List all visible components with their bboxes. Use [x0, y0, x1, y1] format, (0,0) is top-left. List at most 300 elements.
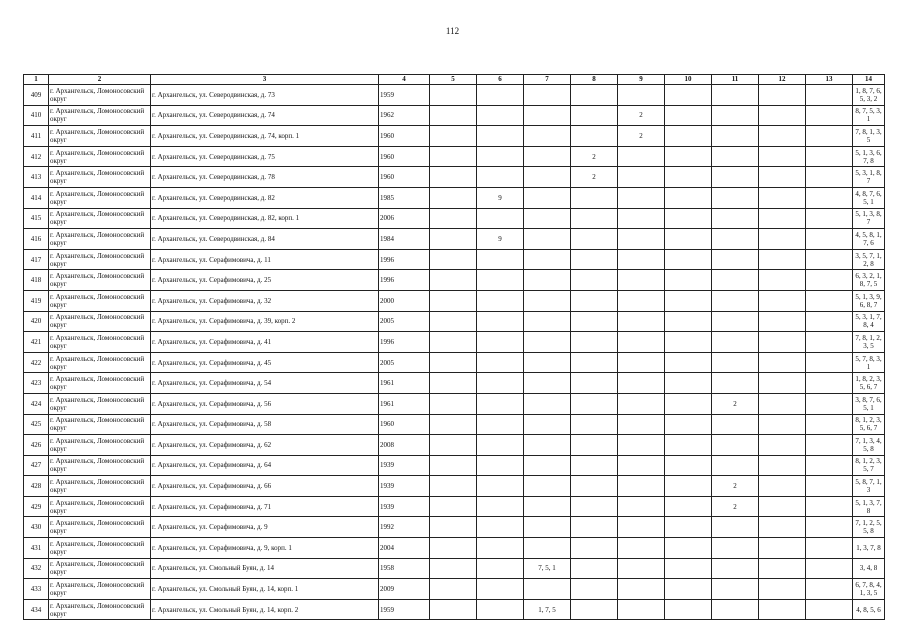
col-12-cell [759, 229, 806, 250]
col-12-cell [759, 126, 806, 147]
col-11-cell [712, 373, 759, 394]
col-14-cell: 3, 5, 7, 1, 2, 8 [853, 249, 885, 270]
district-cell: г. Архангельск, Ломоносовский округ [49, 352, 151, 373]
address-cell: г. Архангельск, ул. Серафимовича, д. 62 [151, 435, 379, 456]
col-13-cell [806, 332, 853, 353]
column-header: 10 [665, 75, 712, 85]
col-10-cell [665, 105, 712, 126]
row-number-cell: 410 [24, 105, 49, 126]
row-number-cell: 432 [24, 558, 49, 579]
col-11-cell [712, 352, 759, 373]
col-6-cell [477, 414, 524, 435]
col-7-cell [524, 373, 571, 394]
year-built-cell: 2008 [379, 435, 430, 456]
address-cell: г. Архангельск, ул. Северодвинская, д. 78 [151, 167, 379, 188]
col-12-cell [759, 393, 806, 414]
col-10-cell [665, 496, 712, 517]
col-5-cell [430, 208, 477, 229]
col-10-cell [665, 352, 712, 373]
address-cell: г. Архангельск, ул. Серафимовича, д. 11 [151, 249, 379, 270]
col-9-cell [618, 187, 665, 208]
col-13-cell [806, 496, 853, 517]
col-14-cell: 5, 1, 3, 9, 6, 8, 7 [853, 290, 885, 311]
page-number: 112 [445, 26, 460, 36]
col-8-cell [571, 558, 618, 579]
column-header: 2 [49, 75, 151, 85]
col-12-cell [759, 352, 806, 373]
col-9-cell [618, 455, 665, 476]
col-5-cell [430, 105, 477, 126]
row-number-cell: 417 [24, 249, 49, 270]
col-7-cell [524, 538, 571, 559]
col-9-cell [618, 414, 665, 435]
col-10-cell [665, 558, 712, 579]
col-5-cell [430, 352, 477, 373]
col-8-cell [571, 496, 618, 517]
address-cell: г. Архангельск, ул. Северодвинская, д. 74, корп. 1 [151, 126, 379, 147]
col-12-cell [759, 455, 806, 476]
column-header: 8 [571, 75, 618, 85]
year-built-cell: 1960 [379, 146, 430, 167]
col-9-cell [618, 476, 665, 497]
col-10-cell [665, 517, 712, 538]
col-7-cell [524, 332, 571, 353]
col-8-cell: 2 [571, 167, 618, 188]
col-7-cell [524, 249, 571, 270]
district-cell: г. Архангельск, Ломоносовский округ [49, 558, 151, 579]
col-10-cell [665, 538, 712, 559]
address-cell: г. Архангельск, ул. Серафимовича, д. 25 [151, 270, 379, 291]
col-7-cell [524, 146, 571, 167]
column-header: 4 [379, 75, 430, 85]
table-row [24, 146, 885, 167]
col-14-cell: 1, 8, 7, 6, 5, 3, 2 [853, 85, 885, 106]
column-header: 5 [430, 75, 477, 85]
col-11-cell [712, 208, 759, 229]
col-5-cell [430, 435, 477, 456]
row-number-cell: 418 [24, 270, 49, 291]
table-row [24, 435, 885, 456]
col-7-cell [524, 290, 571, 311]
col-6-cell [477, 373, 524, 394]
col-11-cell: 2 [712, 476, 759, 497]
col-7-cell [524, 167, 571, 188]
col-14-cell: 7, 8, 1, 3, 5 [853, 126, 885, 147]
year-built-cell: 1996 [379, 249, 430, 270]
col-8-cell [571, 435, 618, 456]
year-built-cell: 2005 [379, 352, 430, 373]
row-number-cell: 430 [24, 517, 49, 538]
col-6-cell [477, 599, 524, 620]
col-6-cell: 9 [477, 229, 524, 250]
col-12-cell [759, 373, 806, 394]
col-12-cell [759, 435, 806, 456]
table-row [24, 290, 885, 311]
col-5-cell [430, 249, 477, 270]
col-7-cell [524, 270, 571, 291]
address-cell: г. Архангельск, ул. Северодвинская, д. 75 [151, 146, 379, 167]
row-number-cell: 425 [24, 414, 49, 435]
col-7-cell [524, 352, 571, 373]
col-9-cell [618, 558, 665, 579]
col-6-cell [477, 352, 524, 373]
col-7-cell [524, 229, 571, 250]
col-7-cell [524, 496, 571, 517]
col-8-cell [571, 85, 618, 106]
col-8-cell: 2 [571, 146, 618, 167]
row-number-cell: 434 [24, 599, 49, 620]
year-built-cell: 1958 [379, 558, 430, 579]
col-5-cell [430, 393, 477, 414]
col-5-cell [430, 579, 477, 600]
district-cell: г. Архангельск, Ломоносовский округ [49, 105, 151, 126]
col-7-cell [524, 579, 571, 600]
col-11-cell [712, 579, 759, 600]
address-cell: г. Архангельск, ул. Северодвинская, д. 73 [151, 85, 379, 106]
year-built-cell: 1961 [379, 373, 430, 394]
col-12-cell [759, 311, 806, 332]
col-12-cell [759, 599, 806, 620]
col-14-cell: 8, 7, 5, 3, 1 [853, 105, 885, 126]
col-11-cell [712, 455, 759, 476]
col-6-cell [477, 270, 524, 291]
col-10-cell [665, 435, 712, 456]
year-built-cell: 2009 [379, 579, 430, 600]
col-7-cell [524, 435, 571, 456]
col-13-cell [806, 517, 853, 538]
col-7-cell: 1, 7, 5 [524, 599, 571, 620]
col-11-cell [712, 435, 759, 456]
col-7-cell [524, 208, 571, 229]
address-cell: г. Архангельск, ул. Северодвинская, д. 74 [151, 105, 379, 126]
col-9-cell [618, 167, 665, 188]
col-11-cell [712, 249, 759, 270]
table-row [24, 455, 885, 476]
col-11-cell [712, 85, 759, 106]
col-10-cell [665, 599, 712, 620]
col-7-cell [524, 393, 571, 414]
col-8-cell [571, 414, 618, 435]
col-7-cell [524, 105, 571, 126]
col-10-cell [665, 311, 712, 332]
table-body [24, 85, 885, 620]
col-10-cell [665, 414, 712, 435]
col-11-cell [712, 229, 759, 250]
col-11-cell [712, 146, 759, 167]
address-cell: г. Архангельск, ул. Серафимовича, д. 45 [151, 352, 379, 373]
col-5-cell [430, 270, 477, 291]
col-5-cell [430, 414, 477, 435]
year-built-cell: 1985 [379, 187, 430, 208]
table-row [24, 208, 885, 229]
row-number-cell: 412 [24, 146, 49, 167]
col-5-cell [430, 167, 477, 188]
district-cell: г. Архангельск, Ломоносовский округ [49, 332, 151, 353]
col-12-cell [759, 146, 806, 167]
address-cell: г. Архангельск, ул. Серафимовича, д. 41 [151, 332, 379, 353]
district-cell: г. Архангельск, Ломоносовский округ [49, 393, 151, 414]
col-12-cell [759, 249, 806, 270]
col-14-cell: 6, 3, 2, 1, 8, 7, 5 [853, 270, 885, 291]
col-13-cell [806, 414, 853, 435]
year-built-cell: 1939 [379, 476, 430, 497]
col-14-cell: 5, 3, 1, 7, 8, 4 [853, 311, 885, 332]
column-header: 3 [151, 75, 379, 85]
col-13-cell [806, 126, 853, 147]
address-cell: г. Архангельск, ул. Смольный Буян, д. 14, корп. 2 [151, 599, 379, 620]
col-13-cell [806, 538, 853, 559]
col-9-cell [618, 208, 665, 229]
header-row [24, 75, 885, 85]
col-5-cell [430, 187, 477, 208]
col-12-cell [759, 476, 806, 497]
col-12-cell [759, 85, 806, 106]
address-cell: г. Архангельск, ул. Серафимовича, д. 64 [151, 455, 379, 476]
address-cell: г. Архангельск, ул. Серафимовича, д. 58 [151, 414, 379, 435]
district-cell: г. Архангельск, Ломоносовский округ [49, 126, 151, 147]
column-header: 6 [477, 75, 524, 85]
col-5-cell [430, 126, 477, 147]
col-9-cell: 2 [618, 126, 665, 147]
row-number-cell: 422 [24, 352, 49, 373]
table-row [24, 496, 885, 517]
row-number-cell: 411 [24, 126, 49, 147]
col-5-cell [430, 332, 477, 353]
row-number-cell: 409 [24, 85, 49, 106]
district-cell: г. Архангельск, Ломоносовский округ [49, 599, 151, 620]
col-14-cell: 6, 7, 8, 4, 1, 3, 5 [853, 579, 885, 600]
table-row [24, 249, 885, 270]
year-built-cell: 1960 [379, 126, 430, 147]
col-10-cell [665, 455, 712, 476]
col-6-cell [477, 290, 524, 311]
col-14-cell: 1, 8, 2, 3, 5, 6, 7 [853, 373, 885, 394]
col-11-cell [712, 187, 759, 208]
col-5-cell [430, 558, 477, 579]
col-5-cell [430, 496, 477, 517]
col-9-cell [618, 538, 665, 559]
col-14-cell: 5, 1, 3, 6, 7, 8 [853, 146, 885, 167]
address-cell: г. Архангельск, ул. Серафимовича, д. 66 [151, 476, 379, 497]
col-9-cell [618, 85, 665, 106]
col-6-cell [477, 393, 524, 414]
district-cell: г. Архангельск, Ломоносовский округ [49, 290, 151, 311]
col-9-cell [618, 599, 665, 620]
col-10-cell [665, 146, 712, 167]
col-5-cell [430, 229, 477, 250]
address-cell: г. Архангельск, ул. Серафимовича, д. 71 [151, 496, 379, 517]
col-13-cell [806, 599, 853, 620]
col-9-cell [618, 393, 665, 414]
col-13-cell [806, 187, 853, 208]
col-5-cell [430, 517, 477, 538]
col-14-cell: 4, 8, 7, 6, 5, 1 [853, 187, 885, 208]
row-number-cell: 420 [24, 311, 49, 332]
col-8-cell [571, 187, 618, 208]
table-row [24, 599, 885, 620]
column-header: 9 [618, 75, 665, 85]
row-number-cell: 421 [24, 332, 49, 353]
address-cell: г. Архангельск, ул. Серафимовича, д. 9, корп. 1 [151, 538, 379, 559]
table-row [24, 126, 885, 147]
year-built-cell: 1959 [379, 599, 430, 620]
col-10-cell [665, 373, 712, 394]
col-10-cell [665, 290, 712, 311]
col-10-cell [665, 85, 712, 106]
col-14-cell: 4, 8, 5, 6 [853, 599, 885, 620]
col-9-cell [618, 270, 665, 291]
table-row [24, 352, 885, 373]
col-10-cell [665, 393, 712, 414]
row-number-cell: 431 [24, 538, 49, 559]
col-6-cell [477, 126, 524, 147]
row-number-cell: 413 [24, 167, 49, 188]
district-cell: г. Архангельск, Ломоносовский округ [49, 476, 151, 497]
district-cell: г. Архангельск, Ломоносовский округ [49, 373, 151, 394]
address-cell: г. Архангельск, ул. Смольный Буян, д. 14, корп. 1 [151, 579, 379, 600]
column-header: 7 [524, 75, 571, 85]
address-cell: г. Архангельск, ул. Северодвинская, д. 82 [151, 187, 379, 208]
col-14-cell: 1, 3, 7, 8 [853, 538, 885, 559]
col-5-cell [430, 538, 477, 559]
col-7-cell [524, 311, 571, 332]
col-9-cell [618, 496, 665, 517]
district-cell: г. Архангельск, Ломоносовский округ [49, 270, 151, 291]
col-13-cell [806, 229, 853, 250]
table-row [24, 393, 885, 414]
col-12-cell [759, 517, 806, 538]
district-cell: г. Архангельск, Ломоносовский округ [49, 435, 151, 456]
address-cell: г. Архангельск, ул. Серафимовича, д. 56 [151, 393, 379, 414]
col-13-cell [806, 208, 853, 229]
col-11-cell [712, 290, 759, 311]
col-12-cell [759, 105, 806, 126]
col-8-cell [571, 579, 618, 600]
row-number-cell: 415 [24, 208, 49, 229]
address-cell: г. Архангельск, ул. Серафимовича, д. 54 [151, 373, 379, 394]
col-7-cell [524, 476, 571, 497]
col-13-cell [806, 435, 853, 456]
column-header: 14 [853, 75, 885, 85]
table-row [24, 414, 885, 435]
row-number-cell: 423 [24, 373, 49, 394]
col-5-cell [430, 290, 477, 311]
district-cell: г. Архангельск, Ломоносовский округ [49, 496, 151, 517]
col-13-cell [806, 311, 853, 332]
col-5-cell [430, 476, 477, 497]
col-10-cell [665, 249, 712, 270]
col-14-cell: 8, 1, 2, 3, 5, 6, 7 [853, 414, 885, 435]
col-8-cell [571, 393, 618, 414]
col-12-cell [759, 332, 806, 353]
col-8-cell [571, 126, 618, 147]
col-9-cell [618, 290, 665, 311]
col-9-cell [618, 229, 665, 250]
col-8-cell [571, 373, 618, 394]
col-9-cell: 2 [618, 105, 665, 126]
col-5-cell [430, 455, 477, 476]
col-13-cell [806, 290, 853, 311]
col-12-cell [759, 414, 806, 435]
housing-registry-table [23, 74, 885, 620]
col-9-cell [618, 517, 665, 538]
table-row [24, 538, 885, 559]
col-10-cell [665, 270, 712, 291]
col-6-cell [477, 105, 524, 126]
table-row [24, 229, 885, 250]
col-10-cell [665, 208, 712, 229]
col-14-cell: 5, 8, 7, 1, 3 [853, 476, 885, 497]
col-5-cell [430, 311, 477, 332]
district-cell: г. Архангельск, Ломоносовский округ [49, 579, 151, 600]
col-12-cell [759, 167, 806, 188]
year-built-cell: 1996 [379, 270, 430, 291]
col-14-cell: 4, 5, 8, 1, 7, 6 [853, 229, 885, 250]
col-14-cell: 7, 1, 2, 5, 5, 8 [853, 517, 885, 538]
address-cell: г. Архангельск, ул. Серафимовича, д. 9 [151, 517, 379, 538]
col-8-cell [571, 476, 618, 497]
year-built-cell: 1939 [379, 496, 430, 517]
col-14-cell: 5, 1, 3, 8, 7 [853, 208, 885, 229]
col-7-cell: 7, 5, 1 [524, 558, 571, 579]
col-5-cell [430, 599, 477, 620]
year-built-cell: 1992 [379, 517, 430, 538]
col-8-cell [571, 105, 618, 126]
district-cell: г. Архангельск, Ломоносовский округ [49, 455, 151, 476]
col-10-cell [665, 167, 712, 188]
address-cell: г. Архангельск, ул. Серафимовича, д. 39, корп. 2 [151, 311, 379, 332]
table-row [24, 187, 885, 208]
col-8-cell [571, 599, 618, 620]
col-7-cell [524, 85, 571, 106]
district-cell: г. Архангельск, Ломоносовский округ [49, 538, 151, 559]
year-built-cell: 1959 [379, 85, 430, 106]
col-8-cell [571, 455, 618, 476]
col-10-cell [665, 229, 712, 250]
col-8-cell [571, 270, 618, 291]
row-number-cell: 433 [24, 579, 49, 600]
col-6-cell [477, 249, 524, 270]
table-row [24, 517, 885, 538]
col-6-cell [477, 517, 524, 538]
col-9-cell [618, 146, 665, 167]
col-11-cell [712, 167, 759, 188]
col-14-cell: 7, 1, 3, 4, 5, 8 [853, 435, 885, 456]
col-11-cell [712, 517, 759, 538]
col-11-cell [712, 414, 759, 435]
col-14-cell: 5, 1, 3, 7, 8 [853, 496, 885, 517]
district-cell: г. Архангельск, Ломоносовский округ [49, 249, 151, 270]
table-row [24, 476, 885, 497]
col-11-cell [712, 105, 759, 126]
col-7-cell [524, 455, 571, 476]
col-8-cell [571, 229, 618, 250]
year-built-cell: 2000 [379, 290, 430, 311]
col-13-cell [806, 146, 853, 167]
row-number-cell: 424 [24, 393, 49, 414]
year-built-cell: 1984 [379, 229, 430, 250]
col-9-cell [618, 332, 665, 353]
col-8-cell [571, 311, 618, 332]
table-row [24, 270, 885, 291]
col-10-cell [665, 126, 712, 147]
col-8-cell [571, 290, 618, 311]
col-11-cell [712, 311, 759, 332]
col-6-cell [477, 146, 524, 167]
table-row [24, 105, 885, 126]
year-built-cell: 1960 [379, 167, 430, 188]
col-13-cell [806, 393, 853, 414]
